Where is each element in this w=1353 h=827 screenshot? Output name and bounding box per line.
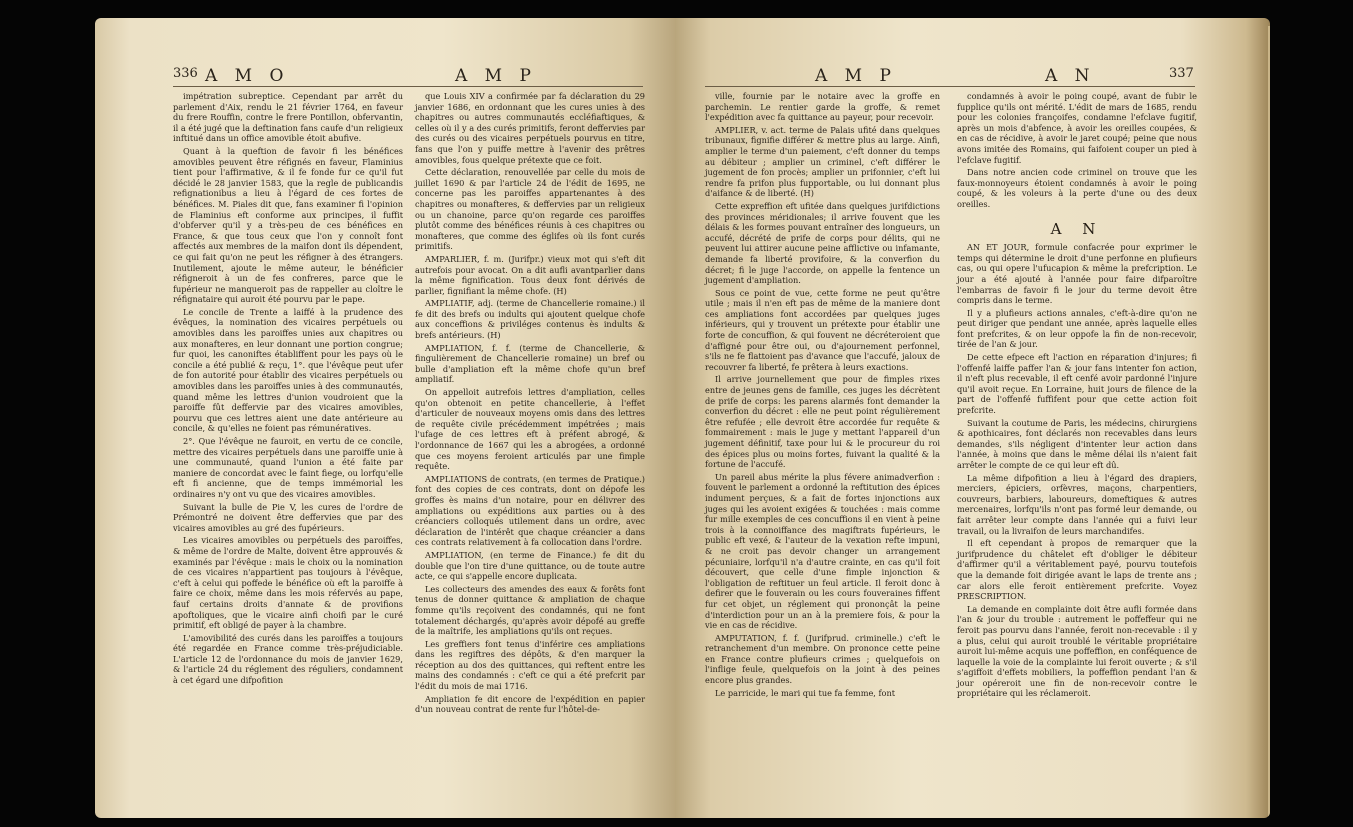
paragraph: ville, fournie par le notaire avec la groffe en parchemin. Le rentier garde la groffe, & remet l'expédition avec fa quittance au payeur, pour recevoir.: [705, 91, 940, 123]
paragraph: Dans notre ancien code criminel on trouve que les faux-monnoyeurs étoient condamnés à avoir le poing coupé, & les voleurs à la perte d'une ou des deux oreilles.: [957, 167, 1197, 209]
paragraph: Suivant la bulle de Pie V, les cures de l'ordre de Prémontré ne doivent être deffervies que par des vicaires amovibles au gré des fupérieurs.: [173, 501, 403, 533]
header-rule: [705, 86, 1195, 87]
paragraph: Cette déclaration, renouvellée par celle du mois de juillet 1690 & par l'article 24 de l'édit de 1695, ne concerne pas les paroiffes appartenantes à des chapitres ou monafteres, & deffervies par un religieux ou un chanoine, parce qu'on regarde ces paroiffes plutôt comme des bénéfices réunis à ces chapitres ou monafteres, que comme des églifes où ils font curés primitifs.: [415, 167, 645, 252]
paragraph: AMPLIATION, (en terme de Finance.) fe dit du double que l'on tire d'une quittance, ou de toute autre acte, ce qui s'appelle encore duplicata.: [415, 549, 645, 582]
paragraph: Les collecteurs des amendes des eaux & forêts font tenus de donner quittance & ampliation de chaque fomme qu'ils reçoivent des condamnés, qui ne font totalement déchargés, qu'après avoir dépofé au greffe de la maîtrife, les ampliations qu'ils ont reçues.: [415, 583, 645, 637]
paragraph: AMPLIATION, f. f. (terme de Chancellerie, & fingulièrement de Chancellerie romaine) un bref ou bulle d'ampliation eft la même chofe qu'un bref ampliatif.: [415, 342, 645, 385]
paragraph: Le parricide, le mari qui tue fa femme, font: [715, 687, 896, 698]
paragraph: AMPLIATIF, adj. (terme de Chancellerie romaine.) il fe dit des brefs ou indults qui ajoutent quelque chofe aux conceffions & priviléges contenus ès indults & brefs antérieurs. (H): [415, 298, 645, 341]
section-heading-an: A N: [1050, 219, 1104, 238]
right-page-column-1: [705, 91, 940, 806]
running-head-right-col1: A M P: [815, 66, 897, 86]
paragraph: impétration subreptice. Cependant par arrêt du parlement d'Aix, rendu le 21 février 1764, en faveur du frere Rouffin, contre le frere Pontillon, obfervantin, il a été jugé que la deftination fans caufe d'un religieux inftitué dans un office amovible étoit abufive.: [173, 91, 403, 144]
paragraph: condamnés à avoir le poing coupé, avant de fubir le fupplice qu'ils ont mérité. L'édit de mars de 1685, rendu pour les colonies françoifes, condamne l'efclave fugitif, après un mois d'abfence, à avoir les oreilles coupées, & en cas de récidive, à avoir le jaret coupé; peine que nous avons imitée des Romains, qui faifoient couper un pied à l'efclave fugitif.: [957, 91, 1197, 165]
paragraph: On appelloit autrefois lettres d'ampliation, celles qu'on obtenoit en petite chancellerie, à l'effet d'articuler de nouveaux moyens omis dans des lettres de requête civile précédemment impétrées ; mais l'ufage de ces lettres eft à préfent abrogé, & l'ordonnance de 1667 qui les a abrogées, a ordonné que ces moyens feroient articulés par une fimple requête.: [415, 387, 645, 472]
open-book: [95, 18, 1270, 818]
running-head-right-col2: A N: [1045, 66, 1096, 86]
paragraph: Il arrive journellement que pour de fimples rixes entre de jeunes gens de famille, ces juges les décrètent de prife de corps: les parens alarmés font demander la converfion du décret : elle ne peut point régulièrement être refufée ; elle devroit être accordée fur requête & fommairement : mais le juge y mettant l'appareil d'un jugement définitif, taxe pour lui & le procureur du roi des épices plus ou moins fortes, fuivant la qualité & la fortune de l'accufé.: [705, 374, 940, 470]
paragraph: AN ET JOUR, formule confacrée pour exprimer le temps qui détermine le droit d'une perfonne en plufieurs cas, ou qui opere l'ufucapion & même la prefcription. Le jour a été ajouté à l'année pour faire difparoître l'embarras de favoir fi le jour du terme devoit être compris dans le terme.: [957, 242, 1197, 306]
running-head-left-col1: A M O: [205, 66, 290, 86]
paragraph: AMPLIATIONS de contrats, (en termes de Pratique.) font des copies de ces contrats, dont on dépofe les groffes ès mains d'un notaire, pour en délivrer des ampliations ou expéditions aux parties ou à des créanciers colloqués utilement dans un ordre, avec déclaration de l'intérêt que chaque créancier a dans ces contrats relativement à fa collocation dans l'ordre.: [415, 473, 645, 548]
paragraph: AMPLIER, v. act. terme de Palais ufité dans quelques tribunaux, fignifie différer & mettre plus au large. Ainfi, amplier le terme d'un paiement, c'eft donner du temps au débiteur ; amplier un criminel, c'eft différer le jugement de fon procès; amplier un prifonnier, c'eft lui rendre fa prifon plus fupportable, ou lui donnant plus d'aifance & de liberté. (H): [705, 124, 940, 199]
paragraph: Ampliation fe dit encore de l'expédition en papier d'un nouveau contrat de rente fur l'hôtel-de-: [415, 693, 645, 715]
left-page: [95, 18, 675, 818]
paragraph: Les vicaires amovibles ou perpétuels des paroiffes, & même de l'ordre de Malte, doivent être approuvés & examinés par l'évêque : mais le choix ou la nomination de ces vicaires n'appartient pas toujours à l'évêque, c'eft à celui qui poffede le bénéfice où eft la paroiffe à faire ce choix, même dans les mois réfervés au pape, fauf certains droits d'annate & de provifions apoftoliques, que le vicaire ainfi choifi par le curé primitif, eft obligé de payer à la chambre.: [173, 535, 403, 631]
paragraph: que Louis XIV a confirmée par fa déclaration du 29 janvier 1686, en ordonnant que les cures unies à des chapitres ou autres communautés eccléfiaftiques, & celles où il y a des curés primitifs, feront deffervies par des curés ou des vicaires perpétuels pourvus en titre, fans que l'on y puiffe mettre à l'avenir des prêtres amovibles, fous quelque prétexte que ce foit.: [415, 91, 645, 165]
left-page-column-1: [173, 91, 403, 806]
paragraph: Un pareil abus mérite la plus févere animadverfion : fouvent le parlement a ordonné la reftitution des épices indument perçues, & a fait de fortes injonctions aux juges qui les avoient exigées & touchées : mais comme fur mille exemples de ces concuffions il en vient à peine trois à la connoiffance des magiftrats fupérieurs, le public eft vexé, & l'auteur de la vexation refte impuni, & ne croit pas devoir changer un arrangement pécuniaire, lorfqu'il n'a d'autre crainte, en cas qu'il foit découvert, que celle d'une fimple injonction & l'obligation de reftituer un feul article. Il feroit donc à defirer que le fouverain ou les cours fouveraines fiffent fur cet objet, un réglement qui prononçât la peine d'interdiction pour un an à la premiere fois, & pour la vie en cas de récidive.: [705, 471, 940, 631]
paragraph: Il y a plufieurs actions annales, c'eft-à-dire qu'on ne peut diriger que pendant une année, après laquelle elles font prefcrites, & on leur oppofe la fin de non-recevoir, tirée de l'an & jour.: [957, 307, 1197, 350]
header-rule: [173, 86, 643, 87]
paragraph: Il eft cependant à propos de remarquer que la jurifprudence du châtelet eft d'obliger le débiteur d'affirmer qu'il a véritablement payé, pourvu toutefois que la demande foit dirigée avant le laps de trente ans ; car alors elle feroit entièrement prefcrite. Voyez PRESCRIPTION.: [957, 538, 1197, 602]
paragraph: La demande en complainte doit être aufli formée dans l'an & jour du trouble : autrement le poffeffeur qui ne feroit pas pourvu dans l'année, feroit non-recevable : il y a plus, celui qui auroit troublé le véritable propriétaire auroit lui-même acquis une poffeffion, en conféquence de laquelle la voie de la complainte lui feroit ouverte ; & s'il s'agiffoit d'effets mobiliers, la poffeffion pendant l'an & jour opéreroit une fin de non-recevoir contre le propriétaire qui les réclameroit.: [957, 603, 1197, 699]
paragraph: L'amovibilité des curés dans les paroiffes a toujours été regardée en France comme très-préjudiciable. L'article 12 de l'ordonnance du mois de janvier 1629, & l'article 24 du réglement des réguliers, condamnent à cet égard une difpofition: [173, 632, 403, 686]
left-page-column-2: [415, 91, 645, 806]
page-number-left: 336: [173, 66, 198, 81]
page-number-right: 337: [1169, 66, 1194, 81]
page-edges: [1268, 26, 1270, 816]
paragraph: La même difpofition a lieu à l'égard des drapiers, merciers, épiciers, orfèvres, maçons, charpentiers, couvreurs, barbiers, laboureurs, domeftiques & autres mercenaires, lorfqu'ils n'ont pas formé leur demande, ou fait arrêter leur compte dans l'année qui a fuivi leur travail, ou la livraifon de leurs marchandifes.: [957, 472, 1197, 536]
paragraph: Quant à la queftion de favoir fi les bénéfices amovibles peuvent être réfignés en faveur, Flaminius tient pour l'affirmative, & il fe fonde fur ce qu'il fut décidé le 28 janvier 1583, que la regle de publicandis refignationibus a lieu à l'égard de ces fortes de bénéfices. M. Piales dit que, fans examiner fi l'opinion de Flaminius eft conforme aux principes, il fuffit d'obferver qu'il y a très-peu de ces bénéfices en France, & que tous ceux que l'on y connoît font affectés aux membres de la maifon dont ils dépendent, ce qui fait qu'on ne peut les réfigner à des étrangers. Inutilement, ajoute le même auteur, le bénéficier réfigneroit à un de fes confreres, parce que le fupérieur ne manqueroit pas de rappeller au cloître le réfignataire qui auroit été pourvu par le pape.: [173, 145, 403, 305]
paragraph: Suivant la coutume de Paris, les médecins, chirurgiens & apothicaires, font déclarés non recevables dans leurs demandes, s'ils négligent d'intenter leur action dans l'année, à moins que dans le même délai ils n'aient fait arrêter le compte de ce qui leur eft dû.: [957, 417, 1197, 470]
paragraph: AMPUTATION, f. f. (Jurifprud. criminelle.) c'eft le retranchement d'un membre. On prononce cette peine en France contre plufieurs crimes ; quelquefois on l'inflige feule, quelquefois on la joint à des peines encore plus grandes.: [705, 632, 940, 686]
right-page-column-2: [957, 91, 1197, 806]
paragraph: De cette efpece eft l'action en réparation d'injures; fi l'offenfé laiffe paffer l'an & jour fans intenter fon action, il n'eft plus recevable, il eft cenfé avoir pardonné l'injure qu'il avoit reçue. En Lorraine, huit jours de filence de la part de l'offenfé fuffifent pour que cette action foit prefcrite.: [957, 352, 1197, 416]
paragraph: Le concile de Trente a laiffé à la prudence des évêques, la nomination des vicaires perpétuels ou amovibles dans les paroiffes unies aux chapitres ou aux monafteres, en leur donnant une portion congrue; fur quoi, les canoniftes établiffent pour les pays où le concile a été publié & reçu, 1°. que l'évêque peut ufer de fon autorité pour établir des vicaires perpétuels ou amovibles dans les paroiffes unies à des communautés, quand même les lettres d'union voudroient que la paroiffe fût deffervie par des vicaires amovibles, pourvu que ces lettres aient une date antérieure au concile, & qu'elles ne foient pas rémunératives.: [173, 306, 403, 434]
paragraph: Sous ce point de vue, cette forme ne peut qu'être utile ; mais il n'en eft pas de même de la maniere dont ces ampliations font accordées par quelques juges inférieurs, qui y trouvent un prétexte pour établir une forte de concuffion, & qui fouvent ne décréteroient que d'affigné pour être oui, ou d'ajournement perfonnel, s'ils ne fe flattoient pas d'avance que l'accufé, jaloux de recouvrer fa liberté, fe prêtera à leurs exactions.: [705, 287, 940, 372]
paragraph: AMPARLIER, f. m. (Jurifpr.) vieux mot qui s'eft dit autrefois pour avocat. On a dit aufli avantparlier dans la même fignification. Tous deux font dérivés de parlier, fignifiant la même chofe. (H): [415, 253, 645, 296]
paragraph: 2°. Que l'évêque ne fauroit, en vertu de ce concile, mettre des vicaires perpétuels dans une paroiffe unie à une communauté, quand l'union a été faite par maniere de concordat avec le faint fiege, ou lorfqu'elle eft fi ancienne, que de temps immémorial les ordinaires n'y ont vu que des vicaires amovibles.: [173, 436, 403, 499]
running-head-left-col2: A M P: [455, 66, 537, 86]
right-page: [675, 18, 1270, 818]
paragraph: Les greffiers font tenus d'inférire ces ampliations dans les regiftres des dépôts, & d'en marquer la réception au dos des quittances, qui reftent entre les mains des condamnés : c'eft ce qui a été prefcrit par l'édit du mois de mai 1716.: [415, 638, 645, 692]
paragraph: Cette expreffion eft ufitée dans quelques jurifdictions des provinces méridionales; il arrive fouvent que les délais & les formes pouvant entraîner des longueurs, un accufé, décrété de prife de corps pour délits, qui ne peuvent lui attirer aucune peine afflictive ou infamante, demande fa liberté provifoire, & la converfion du décret; fi le juge l'accorde, on appelle la fentence un jugement d'ampliation.: [705, 200, 940, 286]
